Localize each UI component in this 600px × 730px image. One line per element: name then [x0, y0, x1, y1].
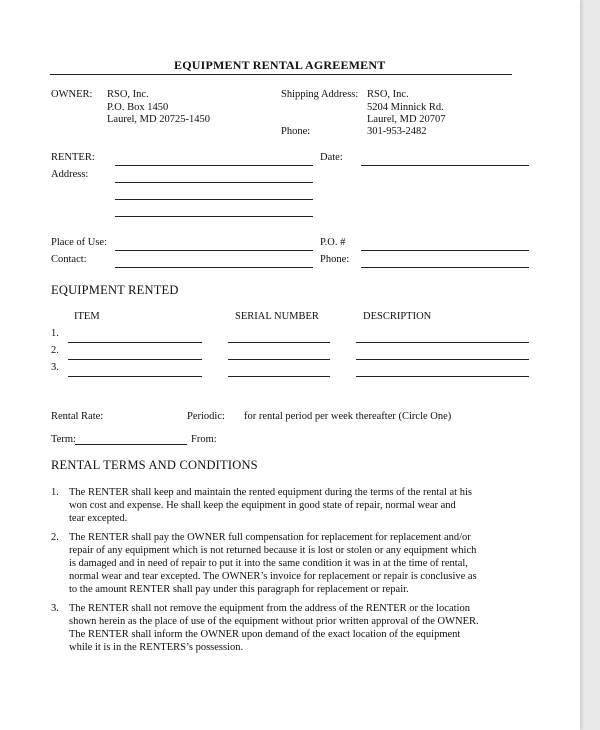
from-label: From:: [191, 434, 217, 445]
term-2-line-1: The RENTER shall pay the OWNER full compensation for replacement for replacement and/or: [69, 532, 471, 543]
term-1-line-3: tear excepted.: [69, 513, 128, 524]
terms-heading: RENTAL TERMS AND CONDITIONS: [51, 458, 258, 472]
term-3-line-2: shown herein as the place of use of the equipment without prior written approval of the OWNER.: [69, 616, 479, 627]
item-field-3[interactable]: [68, 376, 202, 377]
item-field-1[interactable]: [68, 342, 202, 343]
term-1-line-1: The RENTER shall keep and maintain the rented equipment during the terms of the rental at his: [69, 487, 472, 498]
contact-field[interactable]: [115, 267, 313, 268]
place-of-use-field[interactable]: [115, 250, 313, 251]
owner-address-1: P.O. Box 1450: [107, 102, 169, 113]
serial-field-1[interactable]: [228, 342, 330, 343]
equipment-row-number: 3.: [51, 362, 59, 373]
term-2-line-3: is damaged and in need of repair to put it into the same condition it was in at the time of rental,: [69, 558, 468, 569]
renter-address-label: Address:: [51, 169, 89, 180]
shipping-address-label: Shipping Address:: [281, 89, 359, 100]
column-header-serial-number: SERIAL NUMBER: [235, 311, 319, 322]
shipping-address-1: 5204 Minnick Rd.: [367, 102, 444, 113]
serial-field-3[interactable]: [228, 376, 330, 377]
term-number: 3.: [51, 603, 59, 614]
term-number: 2.: [51, 532, 59, 543]
periodic-text: for rental period per week thereafter (Circle One): [244, 411, 452, 422]
description-field-1[interactable]: [356, 342, 529, 343]
contact-label: Contact:: [51, 254, 87, 265]
po-number-field[interactable]: [361, 250, 529, 251]
term-2-line-2: repair of any equipment which is not returned because it is lost or stolen or any equipment which: [69, 545, 477, 556]
equipment-row-number: 2.: [51, 345, 59, 356]
periodic-label: Periodic:: [187, 411, 225, 422]
description-field-2[interactable]: [356, 359, 529, 360]
renter-address-field-2[interactable]: [115, 199, 313, 200]
date-label: Date:: [320, 152, 343, 163]
term-3-line-4: while it is in the RENTERS’s possession.: [69, 642, 244, 653]
owner-label: OWNER:: [51, 89, 93, 100]
renter-address-field-3[interactable]: [115, 216, 313, 217]
document-title: EQUIPMENT RENTAL AGREEMENT: [174, 58, 386, 72]
shipping-address-2: Laurel, MD 20707: [367, 114, 446, 125]
equipment-rented-heading: EQUIPMENT RENTED: [51, 283, 179, 297]
equipment-row-number: 1.: [51, 328, 59, 339]
renter-address-field-1[interactable]: [115, 182, 313, 183]
serial-field-2[interactable]: [228, 359, 330, 360]
po-number-label: P.O. #: [320, 237, 346, 248]
renter-phone-label: Phone:: [320, 254, 350, 265]
rental-rate-label: Rental Rate:: [51, 411, 104, 422]
renter-label: RENTER:: [51, 152, 95, 163]
term-3-line-3: The RENTER shall inform the OWNER upon demand of the exact location of the equipment: [69, 629, 461, 640]
title-rule: [50, 74, 512, 75]
renter-phone-field[interactable]: [361, 267, 529, 268]
shipping-name: RSO, Inc.: [367, 89, 409, 100]
term-number: 1.: [51, 487, 59, 498]
owner-phone-label: Phone:: [281, 126, 311, 137]
renter-name-field[interactable]: [115, 165, 313, 166]
item-field-2[interactable]: [68, 359, 202, 360]
term-2-line-5: to the amount RENTER shall pay under this paragraph for replacement or repair.: [69, 584, 409, 595]
description-field-3[interactable]: [356, 376, 529, 377]
term-3-line-1: The RENTER shall not remove the equipment from the address of the RENTER or the location: [69, 603, 470, 614]
term-field[interactable]: [75, 444, 187, 445]
place-of-use-label: Place of Use:: [51, 237, 107, 248]
owner-phone: 301-953-2482: [367, 126, 427, 137]
column-header-description: DESCRIPTION: [363, 311, 432, 322]
owner-name: RSO, Inc.: [107, 89, 149, 100]
term-1-line-2: won cost and expense. He shall keep the equipment in good state of repair, normal wear and: [69, 500, 456, 511]
term-label: Term:: [51, 434, 76, 445]
date-field[interactable]: [361, 165, 529, 166]
column-header-item: ITEM: [74, 311, 100, 322]
owner-address-2: Laurel, MD 20725-1450: [107, 114, 210, 125]
term-2-line-4: normal wear and tear excepted. The OWNER’s invoice for replacement or repair is conclusive as: [69, 571, 477, 582]
